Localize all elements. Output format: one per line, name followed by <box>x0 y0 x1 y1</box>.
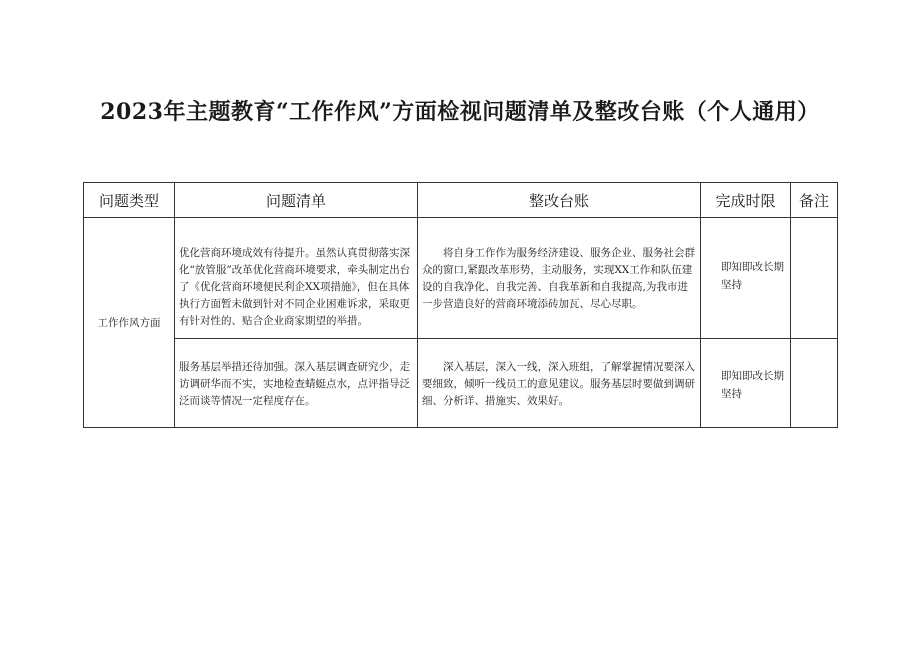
header-problem-type: 问题类型 <box>84 183 175 218</box>
issue-text: 服务基层举措还待加强。深入基层调查研究少，走访调研华而不实，实地检查蜻蜓点水，点评指导泛泛而谈等情况一定程度存在。 <box>179 361 410 407</box>
rectification-cell <box>418 339 701 428</box>
deadline-cell <box>701 339 791 428</box>
remarks-cell <box>791 339 838 428</box>
table-row <box>84 218 838 339</box>
rectification-text: 将自身工作作为服务经济建设、服务企业、服务社会群众的窗口,紧跟改革形势，主动服务，实现XX工作和队伍建设的自我净化、自我完善、自我革新和自我提高,为我市进一步营造良好的营商环境添砖加瓦、尽心尽职。 <box>422 247 695 310</box>
rectification-text: 深入基层，深入一线，深入班组，了解掌握情况要深入要细致，倾听一线员工的意见建议。服务基层时要做到调研细、分析详、措施实、效果好。 <box>422 361 695 407</box>
rectification-cell <box>418 218 701 339</box>
deadline-text: 即知即改长期坚持 <box>721 370 784 400</box>
header-remarks: 备注 <box>791 183 838 218</box>
table-header-row <box>84 183 838 218</box>
document-title: 2023年主题教育“工作作风”方面检视问题清单及整改台账（个人通用） <box>100 99 820 125</box>
header-rectification-ledger: 整改台账 <box>418 183 701 218</box>
deadline-cell <box>701 218 791 339</box>
deadline-text: 即知即改长期坚持 <box>721 261 784 291</box>
header-problem-list: 问题清单 <box>175 183 418 218</box>
issue-cell <box>175 218 418 339</box>
remarks-cell <box>791 218 838 339</box>
rectification-ledger-table <box>83 182 838 428</box>
table-row <box>84 339 838 428</box>
category-cell: 工作作风方面 <box>84 218 175 428</box>
header-deadline: 完成时限 <box>701 183 791 218</box>
issue-text: 优化营商环境成效有待提升。虽然认真贯彻落实深化“放管服”改革优化营商环境要求，牵头制定出台了《优化营商环境便民利企XX项措施》，但在具体执行方面暂未做到针对不同企业困难诉求，采取更有针对性的、贴合企业商家期望的举措。 <box>179 247 411 327</box>
issue-cell <box>175 339 418 428</box>
